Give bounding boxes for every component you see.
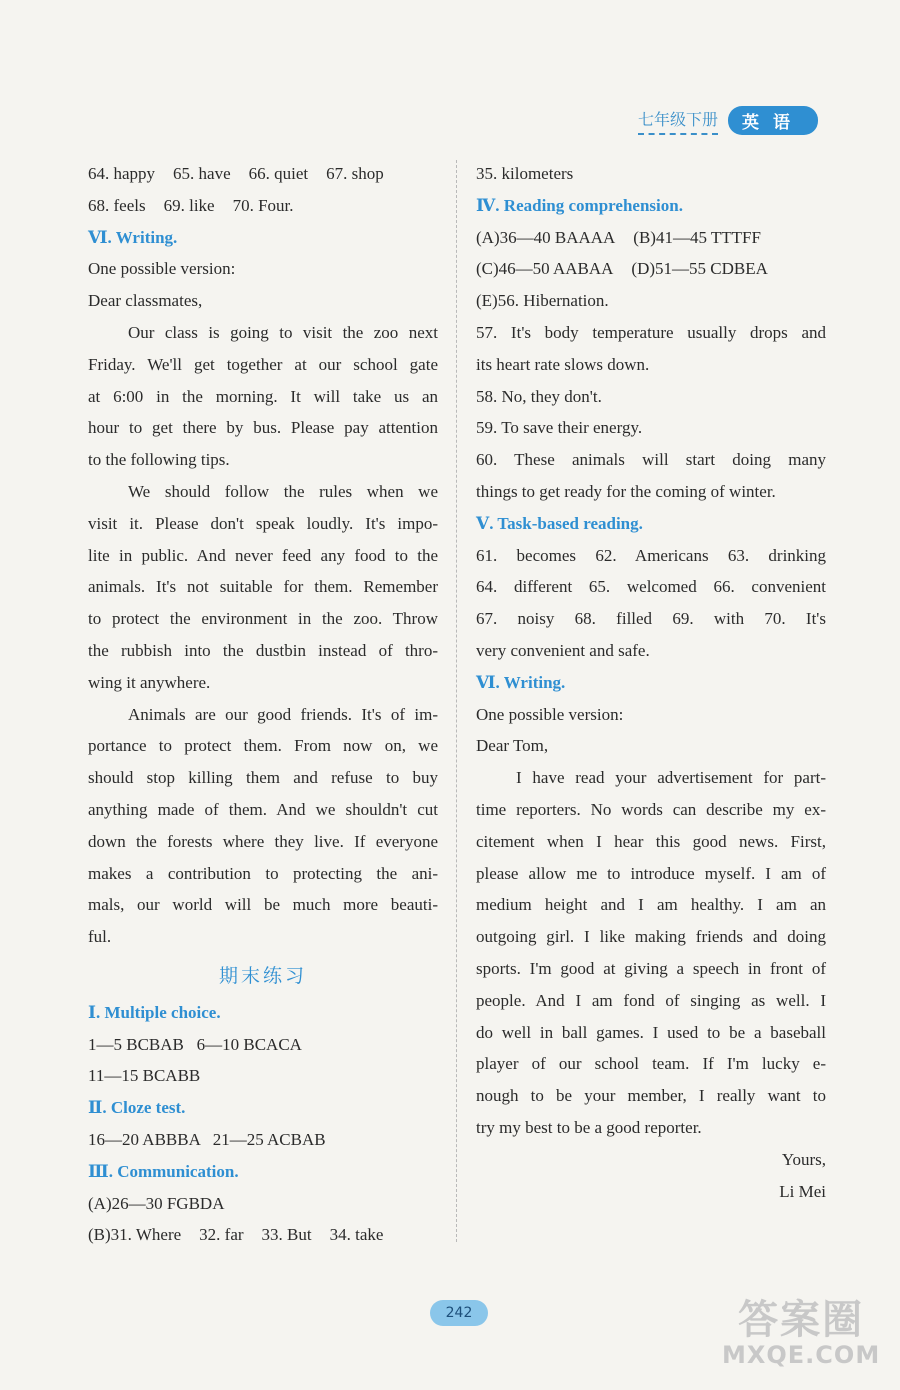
essay-line: at 6:00 in the morning. It will take us an — [88, 386, 438, 406]
section-title-communication: Ⅲ. Communication. — [88, 1161, 239, 1181]
letter-line: I have read your advertisement for part- — [516, 768, 826, 788]
answer-line: 35. kilometers — [476, 164, 574, 183]
answer-line: its heart rate slows down. — [476, 354, 650, 374]
essay-line: animals. It's not suitable for them. Remember — [88, 577, 438, 597]
essay-line: wing it anywhere. — [88, 672, 211, 692]
essay-line: ful. — [88, 927, 112, 947]
essay-line: down the forests where they live. If everyone — [88, 831, 438, 851]
essay-line: lite in public. And never feed any food to the — [88, 545, 438, 565]
final-exercise-title: 期末练习 — [218, 964, 307, 987]
letter-greeting: Dear classmates, — [88, 291, 203, 311]
answer-line: (A)36—40 BAAAA (B)41—45 TTTFF — [476, 227, 761, 247]
column-divider — [456, 160, 457, 1242]
answer-line: very convenient and safe. — [476, 640, 650, 660]
essay-line: hour to get there by bus. Please pay attention — [88, 418, 438, 438]
answer-line: 60. These animals will start doing many — [476, 450, 826, 470]
answer-line: 16—20 ABBBA 21—25 ACBAB — [88, 1129, 326, 1149]
essay-line: to the following tips. — [88, 450, 230, 470]
version-label: One possible version: — [88, 259, 236, 279]
answer-line: 58. No, they don't. — [476, 386, 602, 406]
essay-line: portance to protect them. From now on, we — [88, 736, 438, 756]
answer-line: 11—15 BCABB — [88, 1066, 201, 1086]
letter-signature: Li Mei — [779, 1181, 826, 1201]
essay-line: visit it. Please don't speak loudly. It's impo- — [88, 513, 438, 533]
letter-closing: Yours, — [781, 1149, 826, 1169]
answer-line: (C)46—50 AABAA (D)51—55 CDBEA — [476, 259, 768, 279]
right-column — [476, 158, 826, 1207]
essay-line: Friday. We'll get together at our school gate — [88, 354, 438, 374]
letter-line: player of our school team. If I'm lucky e- — [476, 1054, 826, 1074]
answer-line: (B)31. Where 32. far 33. But 34. take — [88, 1225, 384, 1245]
answer-line: 61. becomes 62. Americans 63. drinking — [476, 545, 827, 565]
section-title-task-reading: Ⅴ. Task-based reading. — [476, 513, 643, 533]
letter-line: do well in ball games. I used to be a baseball — [476, 1022, 826, 1042]
answer-line: 64. different 65. welcomed 66. convenient — [476, 577, 827, 597]
essay-line: mals, our world will be much more beauti- — [88, 895, 438, 915]
left-column — [88, 158, 438, 1251]
section-title-writing: Ⅵ. Writing. — [476, 672, 566, 692]
answer-line: (A)26—30 FGBDA — [88, 1193, 225, 1213]
page-number: 242 — [430, 1300, 488, 1326]
answer-line: (E)56. Hibernation. — [476, 291, 609, 311]
letter-line: sports. I'm good at giving a speech in front of — [476, 958, 826, 978]
grade-label: 七年级下册 — [638, 107, 718, 135]
letter-line: try my best to be a good reporter. — [476, 1117, 702, 1137]
answer-line: 57. It's body temperature usually drops and — [476, 322, 826, 342]
letter-line: time reporters. No words can describe my ex- — [476, 799, 826, 819]
subject-badge: 英语 — [728, 106, 818, 135]
answer-line: 64. happy 65. have 66. quiet 67. shop — [88, 164, 384, 183]
section-title-writing: Ⅵ. Writing. — [88, 227, 178, 247]
answer-line: 67. noisy 68. filled 69. with 70. It's — [476, 609, 826, 629]
answer-line: 59. To save their energy. — [476, 418, 643, 438]
essay-line: makes a contribution to protecting the ani- — [88, 863, 438, 883]
letter-greeting: Dear Tom, — [476, 736, 549, 756]
letter-line: outgoing girl. I like making friends and doing — [476, 927, 826, 947]
section-title-multiple-choice: Ⅰ. Multiple choice. — [88, 1002, 221, 1022]
essay-line: We should follow the rules when we — [128, 481, 438, 501]
watermark-line2: MXQE.COM — [722, 1341, 881, 1369]
essay-line: the rubbish into the dustbin instead of thro- — [88, 640, 438, 660]
version-label: One possible version: — [476, 704, 624, 724]
letter-line: people. And I am fond of singing as well. I — [476, 990, 826, 1010]
answer-line: things to get ready for the coming of winter. — [476, 481, 776, 501]
essay-line: anything made of them. And we shouldn't cut — [88, 799, 438, 819]
letter-line: please allow me to introduce myself. I am of — [476, 863, 826, 883]
letter-line: citement when I hear this good news. First, — [476, 831, 826, 851]
watermark-line1: 答案圈 — [738, 1297, 865, 1343]
answer-line: 1—5 BCBAB 6—10 BCACA — [88, 1034, 302, 1054]
essay-line: Our class is going to visit the zoo next — [128, 322, 438, 342]
section-title-cloze: Ⅱ. Cloze test. — [88, 1098, 186, 1118]
essay-line: to protect the environment in the zoo. Throw — [88, 609, 438, 629]
watermark-logo — [722, 1298, 880, 1368]
answer-line: 68. feels 69. like 70. Four. — [88, 195, 294, 215]
page-header — [638, 106, 818, 135]
essay-line: Animals are our good friends. It's of im- — [128, 704, 438, 724]
section-title-reading: Ⅳ. Reading comprehension. — [476, 195, 683, 215]
letter-line: nough to be your member, I really want to — [476, 1086, 826, 1106]
letter-line: medium height and I am healthy. I am an — [476, 895, 826, 915]
essay-line: should stop killing them and refuse to buy — [88, 768, 438, 788]
